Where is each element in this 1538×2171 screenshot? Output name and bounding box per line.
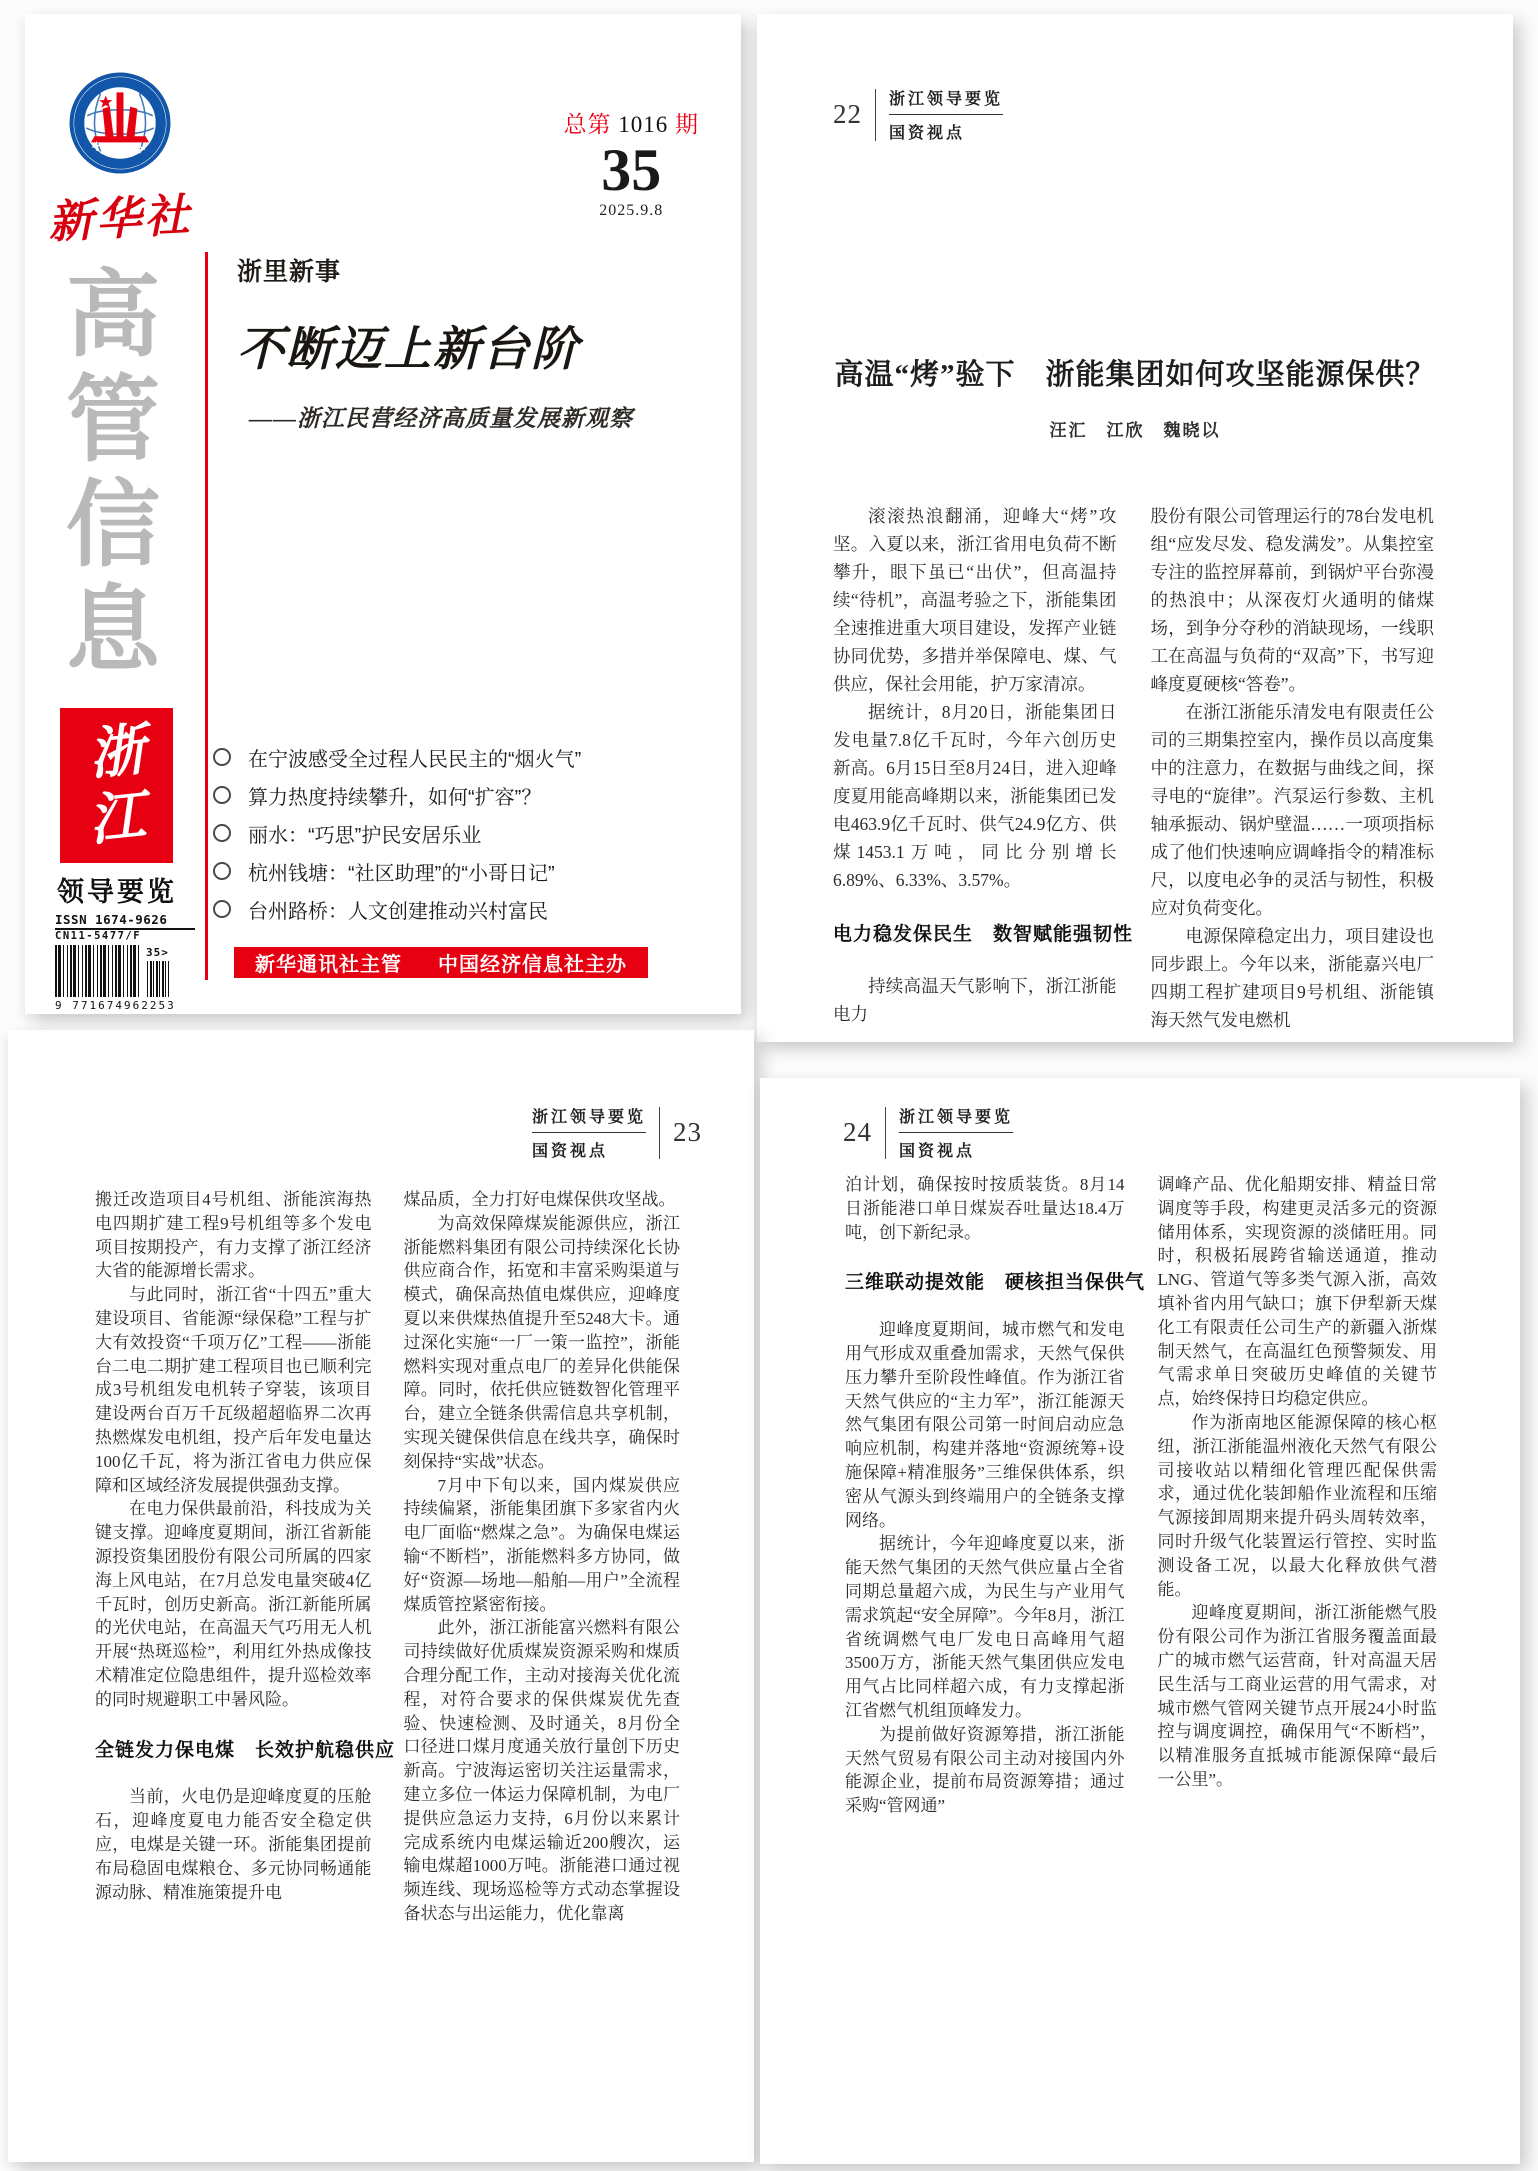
publisher-bar: [234, 947, 648, 978]
issue-line: 总第 1016 期: [563, 112, 699, 137]
page-22: [757, 14, 1513, 1042]
paragraph: 作为浙南地区能源保障的核心枢纽，浙江浙能温州液化天然气有限公司接收站以精细化管理匹配保供需求，通过优化装卸船作业流程和压缩气源接卸周期来提升码头周转效率，同时升级气化装置运行管控、实时监测设备工况，以最大化释放供气潜能。: [1157, 1412, 1437, 1599]
paragraph: 搬迁改造项目4号机组、浙能滨海热电四期扩建工程9号机组等多个发电项目按期投产，有力支撑了浙江经济大省的能源增长需求。: [95, 1190, 372, 1281]
page-number: 23: [673, 1117, 702, 1147]
page-header: [843, 1104, 1013, 1161]
page-24: [760, 1078, 1520, 2164]
page-number: 22: [833, 99, 862, 129]
article-body: [845, 1173, 1437, 1818]
feature-subtitle: ——浙江民营经济高质量发展新观察: [249, 406, 633, 431]
paragraph: 泊计划，确保按时按质装货。8月14日浙能港口单日煤炭吞吐量达18.4万吨，创下新纪录。: [845, 1175, 1125, 1242]
paragraph: 在浙江浙能乐清发电有限责任公司的三期集控室内，操作员以高度集中的注意力，在数据与曲线之间，探寻电的“旋律”。汽泵运行参数、主机轴承振动、锅炉壁温……一项项指标成了他们快速响应调峰指令的精准标尺，以度电必争的灵活与韧性，积极应对负荷变化。: [1150, 702, 1434, 918]
contents-item: 丽水：“巧思”护民安居乐业: [213, 814, 581, 852]
cn-code: CN11-5477/F: [55, 930, 142, 942]
header-divider: [885, 1107, 886, 1159]
barcode-digits: 9 771674962253: [55, 999, 176, 1012]
issue-number: 35: [601, 137, 662, 203]
paragraph: 与此同时，浙江省“十四五”重大建设项目、省能源“绿保稳”工程与扩大有效投资“千项万亿”工程——浙能台二电二期扩建工程项目也已顺利完成3号机组发电机转子穿装，该项目建设两台百万千瓦级超超临界二次再热燃煤发电机组，投产后年发电量达100亿千瓦，将为浙江省电力供应保障和区域经济发展提供强劲支撑。: [95, 1285, 372, 1495]
column-left: [845, 1173, 1146, 1818]
header-divider: [875, 89, 876, 141]
paragraph: 调峰产品、优化船期安排、精益日常调度等手段，构建更灵活多元的资源储用体系，实现资源的淡储旺用。同时，积极拓展跨省输送通道，推动LNG、管道气等多类气源入浙，高效填补省内用气缺口；旗下伊犁新天煤化工有限责任公司生产的新疆入浙煤制天然气，在高温红色预警频发、用气需求单日突破历史峰值的关键节点，始终保持日均稳定供应。: [1157, 1175, 1437, 1409]
page-header: [833, 86, 1003, 143]
cover-divider-line: [205, 252, 208, 980]
section-tag: 浙里新事: [237, 258, 342, 286]
xinhua-logo-icon: [69, 72, 171, 174]
article-body: [95, 1188, 680, 1926]
article-title: 高温“烤”验下 浙能集团如何攻坚能源保供？: [834, 359, 1436, 391]
journal-title: 浙江领导要览: [889, 86, 1003, 115]
barcode: [55, 945, 141, 997]
paragraph: 7月中下旬以来，国内煤炭供应持续偏紧，浙能集团旗下多家省内火电厂面临“燃煤之急”。为确保电煤运输“不断档”，浙能燃料多方协同，做好“资源—场地—船舶—用户”全流程煤质管控紧密衔接。: [403, 1475, 680, 1614]
paragraph: 迎峰度夏期间，浙江浙能燃气股份有限公司作为浙江省服务覆盖面最广的城市燃气运营商，针对高温天居民生活与工商业运营的用气需求，对城市燃气管网关键节点开展24小时监控与调度调控，确保用气“不断档”，以精准服务直抵城市能源保障“最后一公里”。: [1157, 1603, 1437, 1789]
section-subhead: 三维联动提效能 硬核担当保供气: [845, 1272, 1146, 1294]
list-bullet-icon: [213, 748, 231, 766]
barcode-issue-label: 35>: [146, 946, 169, 959]
publisher-supervisor: 新华通讯社主管: [255, 954, 402, 976]
journal-section: 国资视点: [531, 1143, 608, 1160]
contents-item: 杭州钱塘：“社区助理”的“小哥日记”: [213, 852, 581, 890]
journal-section: 国资视点: [899, 1143, 976, 1160]
contents-item: 在宁波感受全过程人民民主的“烟火气”: [213, 738, 581, 776]
column-left: [95, 1188, 396, 1926]
paragraph: 股份有限公司管理运行的78台发电机组“应发尽发、稳发满发”。从集控室专注的监控屏幕前，到锅炉平台弥漫的热浪中；从深夜灯火通明的储煤场，到争分夺秒的消缺现场，一线职工在高温与负荷的“双高”下，书写迎峰度夏硬核“答卷”。: [1150, 506, 1434, 694]
article-body: [833, 502, 1434, 1034]
paragraph: 为提前做好资源筹措，浙江浙能天然气贸易有限公司主动对接国内外能源企业，提前布局资源筹措；通过采购“管网通”: [845, 1724, 1125, 1816]
column-left: [833, 502, 1134, 1034]
logo-wordmark: XINHUA: [89, 139, 151, 162]
paragraph: 此外，浙江浙能富兴燃料有限公司持续做好优质煤炭资源采购和煤质合理分配工作，主动对接海关优化流程，对符合要求的保供煤炭优先查验、快速检测、及时通关，8月份全口径进口煤月度通关放行量创下历史新高。宁波海运密切关注运量需求，建立多位一体运力保障机制，为电厂提供应急运力支持，6月份以来累计完成系统内电煤运输近200艘次，运输电煤超1000万吨。浙能港口通过视频连线、现场巡检等方式动态掌握设备状态与出运能力，优化靠离: [403, 1618, 680, 1923]
list-bullet-icon: [213, 900, 231, 918]
contents-item: 算力热度持续攀升，如何“扩容”？: [213, 776, 581, 814]
journal-title: 浙江领导要览: [532, 1104, 646, 1133]
page-number: 24: [843, 1117, 872, 1147]
section-subhead: 电力稳发保民生 数智赋能强韧性: [833, 924, 1134, 945]
paragraph: 迎峰度夏期间，城市燃气和发电用气形成双重叠加需求，天然气保供压力攀升至阶段性峰值。作为浙江省天然气供应的“主力军”，浙江能源天然气集团有限公司第一时间启动应急响应机制，构建并落地“资源统筹+设施保障+精准服务”三维保供体系，织密从气源头到终端用户的全链条支撑网络。: [845, 1320, 1125, 1530]
leader-label: 领导要览: [57, 877, 177, 907]
header-divider: [659, 1107, 660, 1159]
page-header: [532, 1104, 702, 1161]
list-bullet-icon: [213, 786, 231, 804]
masthead-vertical-title: 高 管 信 息: [65, 262, 160, 682]
issn-code: ISSN 1674-9626: [55, 912, 195, 930]
issue-block: [564, 106, 700, 220]
page-23: [8, 1030, 754, 2162]
issue-date: 2025.9.8: [599, 202, 664, 219]
paragraph: 据统计，8月20日，浙能集团日发电量7.8亿千瓦时，今年六创历史新高。6月15日至8月24日，进入迎峰度夏用能高峰期以来，浙能集团已发电463.9亿千瓦时、供气24.9亿方、供煤1453.1万吨，同比分别增长6.89%、6.33%、3.57%。: [833, 702, 1117, 890]
column-right: [404, 1188, 681, 1926]
journal-title: 浙江领导要览: [899, 1104, 1013, 1133]
publisher-organizer: 中国经济信息社主办: [438, 954, 627, 976]
paragraph: 煤品质，全力打好电煤保供攻坚战。: [403, 1190, 676, 1209]
issn-block: [55, 912, 195, 1012]
paragraph: 据统计，今年迎峰度夏以来，浙能天然气集团的天然气供应量占全省同期总量超六成，为民生与产业用气需求筑起“安全屏障”。今年8月，浙江省统调燃气电厂发电日高峰用气超3500万方，浙能天然气集团供应发电用气占比同样超六成，有力支撑起浙江省燃气机组顶峰发力。: [845, 1534, 1125, 1720]
paragraph: 持续高温天气影响下，浙江浙能电力: [833, 976, 1117, 1024]
list-bullet-icon: [213, 862, 231, 880]
paragraph: 为高效保障煤炭能源供应，浙江浙能燃料集团有限公司持续深化长协供应商合作，拓宽和丰富采购渠道与模式，确保高热值电煤供应，迎峰度夏以来供煤热值提升至5248大卡。通过深化实施“一厂一策一监控”，浙能燃料实现对重点电厂的差异化供能保障。同时，依托供应链数智化管理平台，建立全链条供需信息共享机制，实现关键保供信息在线共享，确保时刻保持“实战”状态。: [403, 1213, 680, 1471]
agency-name: 新华社: [47, 190, 194, 248]
list-bullet-icon: [213, 824, 231, 842]
contents-item: 台州路桥：人文创建推动兴村富民: [213, 890, 581, 928]
province-seal: 浙 江: [60, 708, 173, 863]
paragraph: 当前，火电仍是迎峰度夏的压舱石，迎峰度夏电力能否安全稳定供应，电煤是关键一环。浙能集团提前布局稳固电煤粮仓、多元协同畅通能源动脉、精准施策提升电: [95, 1787, 372, 1902]
journal-section: 国资视点: [889, 125, 966, 142]
column-right: [1158, 1173, 1438, 1818]
contents-list: [213, 738, 581, 928]
article-authors: 汪汇 江欣 魏晓以: [1049, 421, 1221, 440]
section-subhead: 全链发力保电煤 长效护航稳供应: [95, 1739, 396, 1761]
barcode-addon: [147, 961, 169, 997]
paragraph: 电源保障稳定出力，项目建设也同步跟上。今年以来，浙能嘉兴电厂四期工程扩建项目9号机组、浙能镇海天然气发电燃机: [1150, 926, 1434, 1030]
paragraph: 在电力保供最前沿，科技成为关键支撑。迎峰度夏期间，浙江省新能源投资集团股份有限公司所属的四家海上风电站，在7月总发电量突破4亿千瓦时，创历史新高。浙江新能所属的光伏电站，在高温天气巧用无人机开展“热斑巡检”，利用红外热成像技术精准定位隐患组件，提升巡检效率的同时规避职工中暑风险。: [95, 1499, 372, 1709]
paragraph: 滚滚热浪翻涌，迎峰大“烤”攻坚。入夏以来，浙江省用电负荷不断攀升，眼下虽已“出伏”，但高温持续“待机”，高温考验之下，浙能集团全速推进重大项目建设，发挥产业链协同优势，多措并举保障电、煤、气供应，保社会用能，护万家清凉。: [833, 506, 1117, 694]
cover-page: [25, 14, 741, 1014]
column-right: [1151, 502, 1435, 1034]
feature-title: 不断迈上新台阶: [237, 322, 580, 375]
